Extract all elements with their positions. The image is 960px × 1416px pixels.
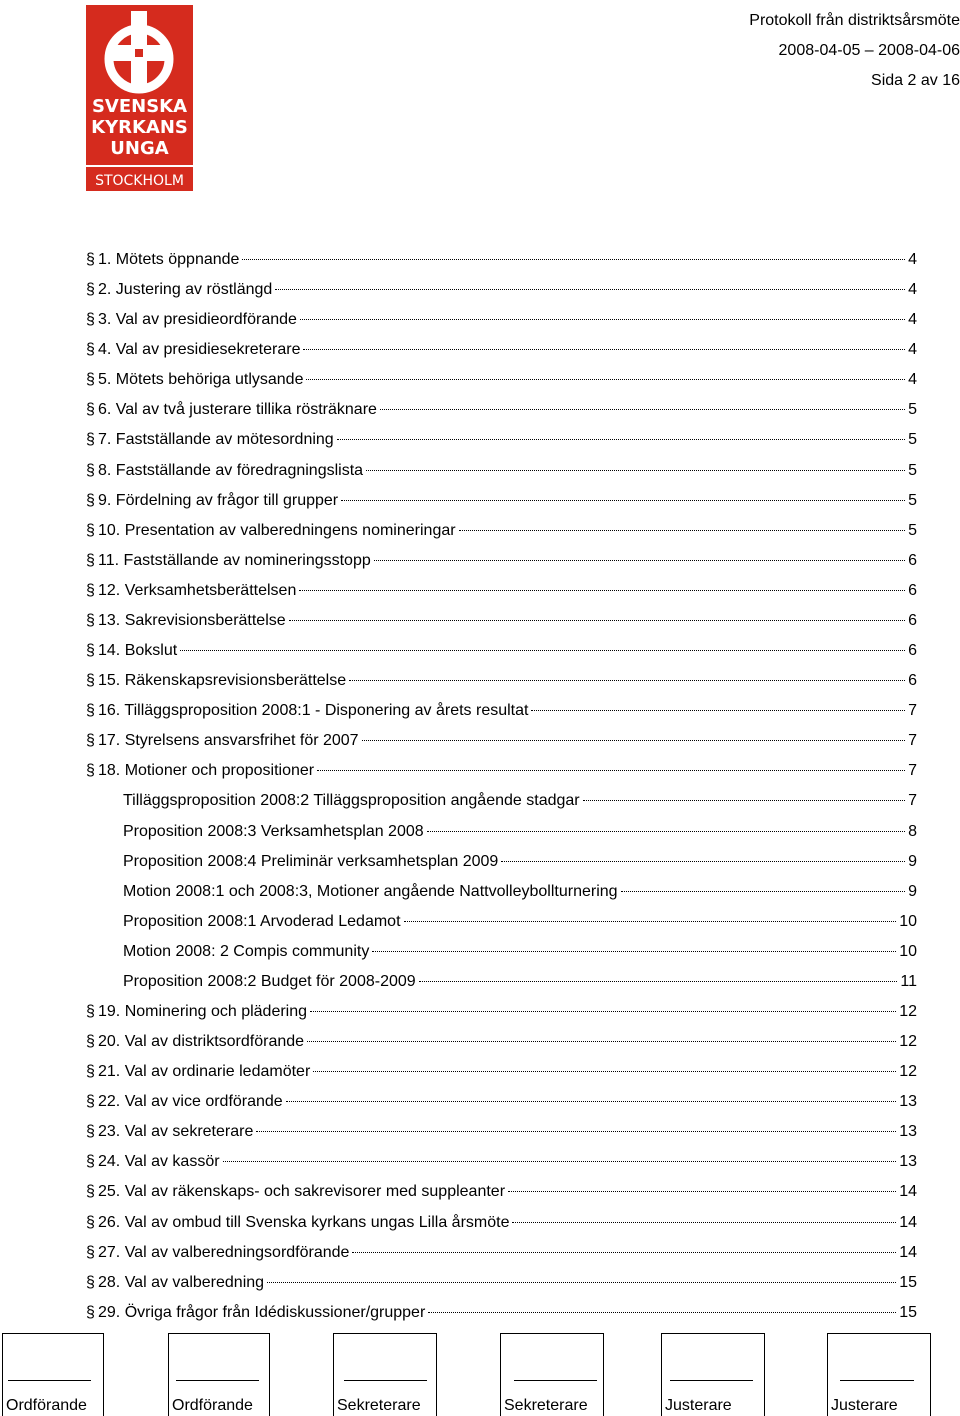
- toc-entry[interactable]: [86, 726, 917, 756]
- toc-entry-page: 7: [908, 702, 917, 720]
- signature-label: Sekreterare: [337, 1397, 421, 1414]
- signature-box: [661, 1333, 765, 1416]
- meeting-dates: 2008-04-05 – 2008-04-06: [778, 42, 960, 59]
- toc-entry-page: 7: [908, 732, 917, 750]
- toc-entry[interactable]: [86, 606, 917, 636]
- toc-entry-title: 17. Styrelsens ansvarsfrihet för 2007: [98, 732, 359, 750]
- toc-subentry[interactable]: [123, 786, 917, 816]
- dot-leader: [286, 1101, 897, 1102]
- toc-entry-page: 4: [908, 281, 917, 299]
- toc-entry-title: 24. Val av kassör: [98, 1153, 220, 1171]
- section-mark: §: [86, 642, 95, 660]
- toc-entry[interactable]: [86, 305, 917, 335]
- dot-leader: [374, 560, 905, 561]
- section-mark: §: [86, 672, 95, 690]
- toc-entry-title: 11. Fastställande av nomineringsstopp: [98, 551, 371, 569]
- toc-entry-title: 27. Val av valberedningsordförande: [98, 1243, 350, 1261]
- toc-entry-title: 6. Val av två justerare tillika rösträknare: [98, 401, 377, 419]
- toc-entry-page: 6: [908, 551, 917, 569]
- toc-subentry[interactable]: [123, 847, 917, 877]
- toc-entry-title: Proposition 2008:3 Verksamhetsplan 2008: [123, 822, 424, 840]
- logo-text-line2: KYRKANS: [91, 117, 188, 138]
- signature-box: [168, 1333, 270, 1416]
- toc-entry[interactable]: [86, 1298, 917, 1328]
- toc-entry-title: 9. Fördelning av frågor till grupper: [98, 491, 339, 509]
- signature-box: [827, 1333, 931, 1416]
- toc-entry-page: 4: [908, 371, 917, 389]
- dot-leader: [508, 1191, 896, 1192]
- section-mark: §: [86, 702, 95, 720]
- toc-entry-title: 2. Justering av röstlängd: [98, 281, 273, 299]
- toc-entry-title: 3. Val av presidieordförande: [98, 311, 297, 329]
- toc-entry[interactable]: [86, 275, 917, 305]
- signature-line: [514, 1380, 597, 1381]
- section-mark: §: [86, 1303, 95, 1321]
- toc-entry-page: 13: [899, 1093, 917, 1111]
- toc-entry-page: 4: [908, 311, 917, 329]
- signature-label: Justerare: [831, 1397, 898, 1414]
- toc-entry[interactable]: [86, 365, 917, 395]
- dot-leader: [307, 1041, 896, 1042]
- section-mark: §: [86, 1243, 95, 1261]
- toc-entry[interactable]: [86, 1087, 917, 1117]
- dot-leader: [362, 740, 906, 741]
- toc-entry-title: 18. Motioner och propositioner: [98, 762, 315, 780]
- section-mark: §: [86, 371, 95, 389]
- toc-subentry[interactable]: [123, 937, 917, 967]
- section-mark: §: [86, 1123, 95, 1141]
- toc-entry-title: Motion 2008:1 och 2008:3, Motioner angående Nattvolleybollturnering: [123, 882, 618, 900]
- toc-entry-page: 5: [908, 401, 917, 419]
- section-mark: §: [86, 581, 95, 599]
- section-mark: §: [86, 732, 95, 750]
- toc-entry-title: 10. Presentation av valberedningens nomineringar: [98, 521, 456, 539]
- toc-entry-title: 5. Mötets behöriga utlysande: [98, 371, 304, 389]
- dot-leader: [300, 319, 905, 320]
- toc-entry-title: Motion 2008: 2 Compis community: [123, 942, 370, 960]
- dot-leader: [349, 680, 905, 681]
- toc-entry-page: 9: [908, 882, 917, 900]
- dot-leader: [583, 800, 905, 801]
- section-mark: §: [86, 1183, 95, 1201]
- dot-leader: [223, 1161, 897, 1162]
- toc-entry-page: 6: [908, 581, 917, 599]
- dot-leader: [267, 1282, 896, 1283]
- dot-leader: [256, 1131, 896, 1132]
- page-header: [749, 6, 960, 96]
- dot-leader: [372, 951, 896, 952]
- toc-entry[interactable]: [86, 425, 917, 455]
- dot-leader: [366, 470, 905, 471]
- toc-entry-title: 26. Val av ombud till Svenska kyrkans ungas Lilla årsmöte: [98, 1213, 510, 1231]
- toc-entry-page: 4: [908, 251, 917, 268]
- dot-leader: [310, 1011, 896, 1012]
- section-mark: §: [86, 521, 95, 539]
- section-mark: §: [86, 611, 95, 629]
- section-mark: §: [86, 1033, 95, 1051]
- toc-subentry[interactable]: [123, 877, 917, 907]
- toc-entry-title: 28. Val av valberedning: [98, 1273, 265, 1291]
- toc-entry-page: 7: [908, 762, 917, 780]
- toc-entry-page: 14: [899, 1183, 917, 1201]
- signature-line: [670, 1380, 753, 1381]
- signature-line: [8, 1380, 91, 1381]
- section-mark: §: [86, 1063, 95, 1081]
- toc-entry-title: Proposition 2008:2 Budget för 2008-2009: [123, 972, 416, 990]
- section-mark: §: [86, 311, 95, 329]
- toc-entry[interactable]: [86, 1057, 917, 1087]
- dot-leader: [459, 530, 906, 531]
- toc-entry[interactable]: [86, 1147, 917, 1177]
- toc-entry-page: 12: [899, 1033, 917, 1051]
- section-mark: §: [86, 251, 95, 268]
- dot-leader: [242, 259, 905, 260]
- section-mark: §: [86, 281, 95, 299]
- toc-entry[interactable]: [86, 516, 917, 546]
- signature-label: Justerare: [665, 1397, 732, 1414]
- toc-entry[interactable]: [86, 456, 917, 486]
- toc-entry[interactable]: [86, 576, 917, 606]
- page-number: Sida 2 av 16: [871, 72, 960, 89]
- toc-entry[interactable]: [86, 1208, 917, 1238]
- toc-entry-title: 13. Sakrevisionsberättelse: [98, 611, 286, 629]
- toc-entry-page: 14: [899, 1213, 917, 1231]
- toc-entry-page: 15: [899, 1303, 917, 1321]
- toc-entry-title: 7. Fastställande av mötesordning: [98, 431, 334, 449]
- toc-entry-title: 21. Val av ordinarie ledamöter: [98, 1063, 311, 1081]
- section-mark: §: [86, 1093, 95, 1111]
- dot-leader: [317, 770, 905, 771]
- section-mark: §: [86, 401, 95, 419]
- toc-entry-title: 19. Nominering och plädering: [98, 1003, 308, 1020]
- toc-entry[interactable]: [86, 546, 917, 576]
- signature-label: Ordförande: [172, 1397, 253, 1414]
- toc-entry-page: 14: [899, 1243, 917, 1261]
- toc-entry-page: 8: [908, 822, 917, 840]
- toc-subentry[interactable]: [123, 817, 917, 847]
- toc-entry-page: 5: [908, 491, 917, 509]
- section-mark: §: [86, 551, 95, 569]
- organization-logo: [86, 5, 193, 191]
- document-title: Protokoll från distriktsårsmöte: [749, 12, 960, 29]
- section-mark: §: [86, 1213, 95, 1231]
- dot-leader: [341, 500, 905, 501]
- toc-entry-page: 10: [899, 912, 917, 930]
- toc-entry[interactable]: [86, 1238, 917, 1268]
- toc-entry-title: 15. Räkenskapsrevisionsberättelse: [98, 672, 347, 690]
- toc-entry[interactable]: [86, 486, 917, 516]
- toc-entry-page: 7: [908, 792, 917, 810]
- signature-box: [2, 1333, 104, 1416]
- toc-entry[interactable]: [86, 335, 917, 365]
- dot-leader: [306, 379, 905, 380]
- toc-entry-page: 10: [899, 942, 917, 960]
- toc-entry-page: 6: [908, 672, 917, 690]
- toc-entry[interactable]: [86, 1027, 917, 1057]
- toc-entry-title: 4. Val av presidiesekreterare: [98, 341, 301, 359]
- dot-leader: [512, 1222, 896, 1223]
- toc-entry-title: Tilläggsproposition 2008:2 Tilläggsproposition angående stadgar: [123, 792, 580, 810]
- toc-entry-page: 4: [908, 341, 917, 359]
- toc-entry-page: 9: [908, 852, 917, 870]
- section-mark: §: [86, 1153, 95, 1171]
- dot-leader: [180, 650, 905, 651]
- dot-leader: [313, 1071, 896, 1072]
- dot-leader: [299, 590, 905, 591]
- logo-divider: [86, 165, 193, 167]
- toc-entry[interactable]: [86, 395, 917, 425]
- signature-box: [500, 1333, 604, 1416]
- toc-entry-title: 22. Val av vice ordförande: [98, 1093, 283, 1111]
- toc-entry-title: 12. Verksamhetsberättelsen: [98, 581, 297, 599]
- logo-city: STOCKHOLM: [95, 173, 184, 189]
- signature-line: [840, 1380, 914, 1381]
- dot-leader: [501, 861, 905, 862]
- toc-entry[interactable]: [86, 1177, 917, 1207]
- toc-entry[interactable]: [86, 666, 917, 696]
- toc-entry-title: 23. Val av sekreterare: [98, 1123, 254, 1141]
- toc-entry[interactable]: [86, 1117, 917, 1147]
- dot-leader: [531, 710, 905, 711]
- toc-subentry[interactable]: [123, 907, 917, 937]
- toc-entry-title: 1. Mötets öppnande: [98, 251, 240, 268]
- section-mark: §: [86, 1273, 95, 1291]
- toc-entry-page: 5: [908, 461, 917, 479]
- dot-leader: [303, 349, 905, 350]
- toc-subentry[interactable]: [123, 967, 917, 997]
- dot-leader: [419, 981, 898, 982]
- dot-leader: [621, 891, 906, 892]
- toc-entry-page: 13: [899, 1153, 917, 1171]
- signature-label: Ordförande: [6, 1397, 87, 1414]
- signature-line: [344, 1380, 427, 1381]
- toc-entry-title: 25. Val av räkenskaps- och sakrevisorer med suppleanter: [98, 1183, 506, 1201]
- toc-entry-page: 15: [899, 1273, 917, 1291]
- toc-entry-title: Proposition 2008:4 Preliminär verksamhetsplan 2009: [123, 852, 499, 870]
- dot-leader: [275, 289, 905, 290]
- toc-entry-page: 5: [908, 521, 917, 539]
- dot-leader: [380, 409, 905, 410]
- dot-leader: [289, 620, 905, 621]
- toc-entry-page: 12: [899, 1003, 917, 1020]
- toc-entry-page: 6: [908, 642, 917, 660]
- toc-entry-title: 29. Övriga frågor från Idédiskussioner/grupper: [98, 1303, 426, 1321]
- signature-line: [176, 1380, 259, 1381]
- toc-entry-title: 8. Fastställande av föredragningslista: [98, 461, 364, 479]
- toc-entry[interactable]: [86, 245, 917, 275]
- toc-entry-title: 16. Tilläggsproposition 2008:1 - Disponering av årets resultat: [98, 702, 529, 720]
- section-mark: §: [86, 341, 95, 359]
- toc-entry-title: 20. Val av distriktsordförande: [98, 1033, 305, 1051]
- dot-leader: [427, 831, 905, 832]
- toc-entry-page: 11: [900, 972, 917, 990]
- toc-entry-page: 6: [908, 611, 917, 629]
- toc-entry[interactable]: [86, 696, 917, 726]
- signature-label: Sekreterare: [504, 1397, 588, 1414]
- toc-entry-title: Proposition 2008:1 Arvoderad Ledamot: [123, 912, 401, 930]
- cross-circle-icon: [86, 5, 193, 97]
- toc-entry-page: 5: [908, 431, 917, 449]
- section-mark: §: [86, 461, 95, 479]
- signature-box: [333, 1333, 437, 1416]
- toc-entry[interactable]: [86, 756, 917, 786]
- dot-leader: [404, 921, 897, 922]
- dot-leader: [337, 439, 905, 440]
- section-mark: §: [86, 762, 95, 780]
- toc-entry[interactable]: [86, 636, 917, 666]
- section-mark: §: [86, 1003, 95, 1020]
- toc-entry-title: 14. Bokslut: [98, 642, 178, 660]
- dot-leader: [428, 1312, 896, 1313]
- section-mark: §: [86, 491, 95, 509]
- toc-entry[interactable]: [86, 1268, 917, 1298]
- section-mark: §: [86, 431, 95, 449]
- logo-text-line1: SVENSKA: [91, 96, 188, 117]
- dot-leader: [352, 1252, 896, 1253]
- toc-entry-page: 13: [899, 1123, 917, 1141]
- toc-entry[interactable]: [86, 997, 917, 1027]
- logo-text-line3: UNGA: [110, 138, 169, 159]
- toc-entry-page: 12: [899, 1063, 917, 1081]
